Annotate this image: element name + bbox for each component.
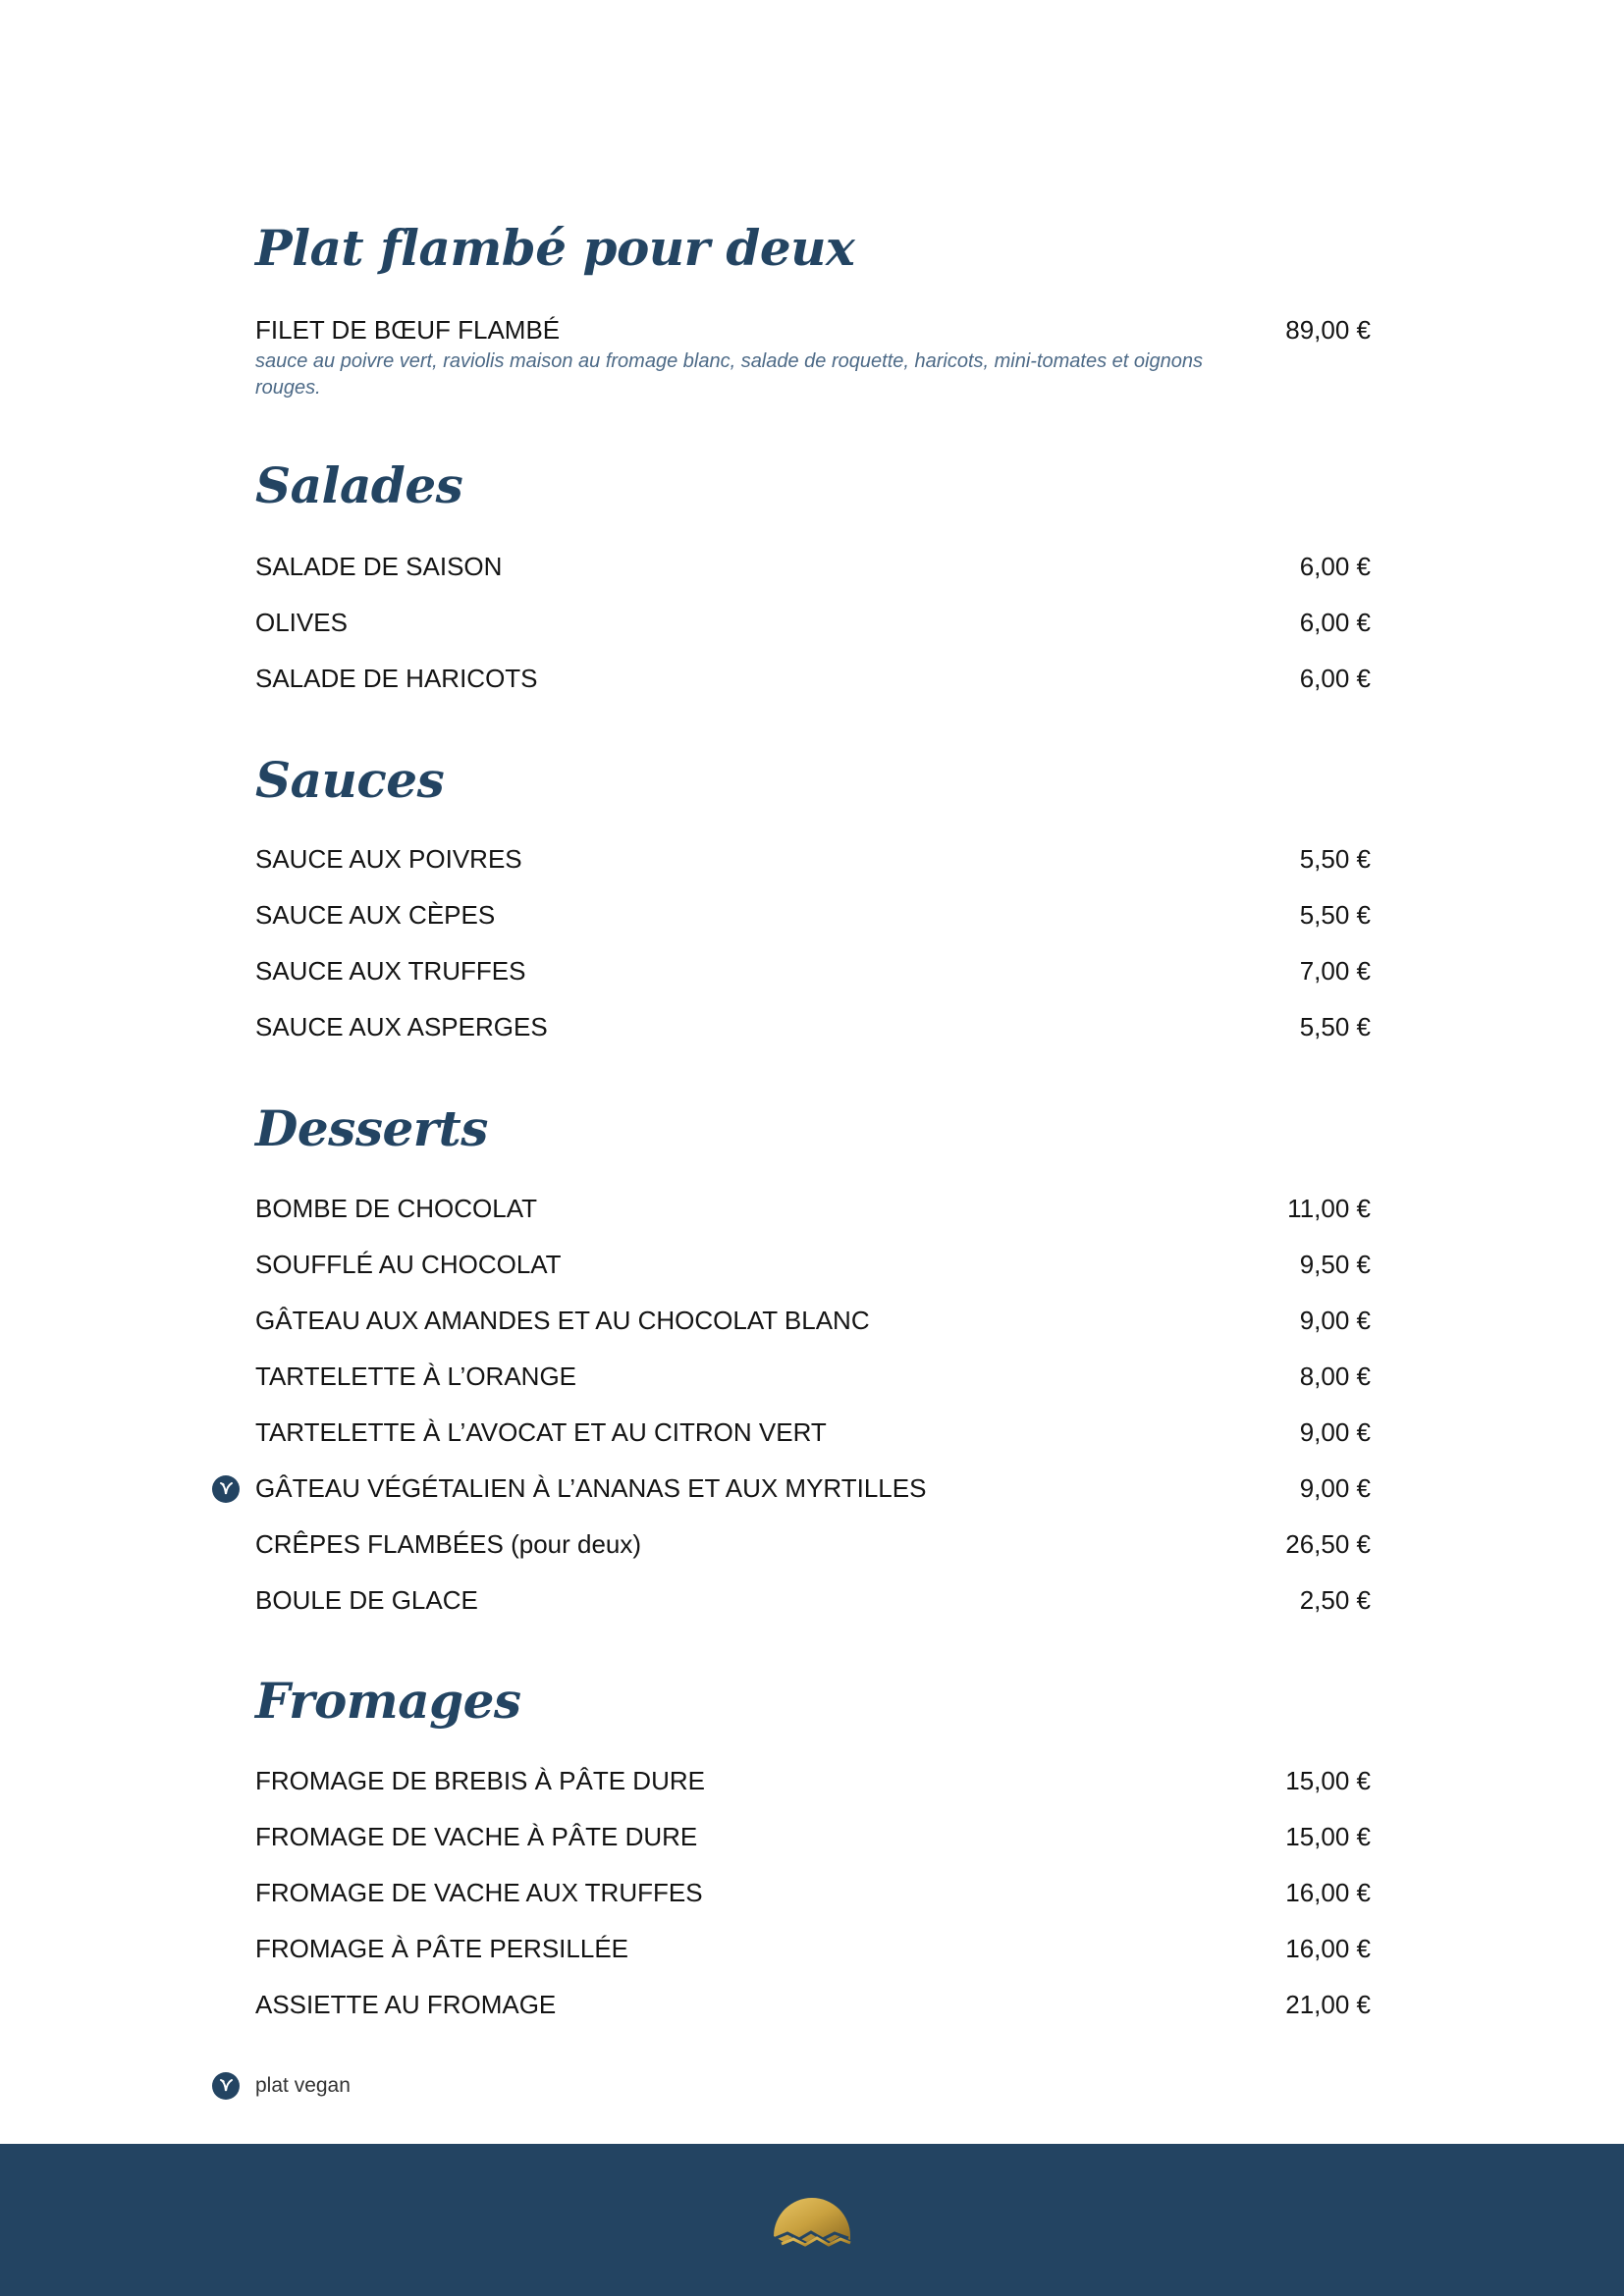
item-name: TARTELETTE À L’AVOCAT ET AU CITRON VERT <box>255 1417 827 1447</box>
menu-item <box>255 603 1371 642</box>
menu-item <box>255 1985 1371 2024</box>
item-price: 6,00 € <box>1299 608 1371 637</box>
menu-item <box>255 1524 1371 1564</box>
item-price: 16,00 € <box>1285 1934 1371 1963</box>
item-name: SAUCE AUX POIVRES <box>255 844 522 874</box>
menu-item <box>255 1580 1371 1620</box>
item-name: FILET DE BŒUF FLAMBÉ <box>255 315 561 345</box>
menu-item <box>255 547 1371 586</box>
menu-item <box>255 1357 1371 1396</box>
menu-item <box>255 1301 1371 1340</box>
item-price: 7,00 € <box>1299 956 1371 986</box>
item-price: 8,00 € <box>1299 1362 1371 1391</box>
menu-item <box>255 310 1371 349</box>
item-name: BOULE DE GLACE <box>255 1585 478 1615</box>
section-title-desserts: Desserts <box>255 1099 488 1157</box>
item-price: 16,00 € <box>1285 1878 1371 1907</box>
item-price: 11,00 € <box>1287 1194 1371 1223</box>
section-title-sauces: Sauces <box>255 751 445 809</box>
menu-item <box>255 895 1371 934</box>
menu-item <box>255 1189 1371 1228</box>
item-price: 9,00 € <box>1299 1473 1371 1503</box>
item-name: ASSIETTE AU FROMAGE <box>255 1990 557 2019</box>
legend-label: plat vegan <box>255 2074 351 2097</box>
item-name: SAUCE AUX TRUFFES <box>255 956 526 986</box>
item-price: 6,00 € <box>1299 664 1371 693</box>
item-name: CRÊPES FLAMBÉES (pour deux) <box>255 1529 642 1559</box>
item-price: 6,00 € <box>1299 552 1371 581</box>
item-name: FROMAGE À PÂTE PERSILLÉE <box>255 1934 628 1963</box>
item-name: OLIVES <box>255 608 348 637</box>
item-name: GÂTEAU AUX AMANDES ET AU CHOCOLAT BLANC <box>255 1306 870 1335</box>
menu-item <box>255 1413 1371 1452</box>
item-name: FROMAGE DE VACHE AUX TRUFFES <box>255 1878 703 1907</box>
item-price: 26,50 € <box>1285 1529 1371 1559</box>
menu-item <box>255 839 1371 879</box>
legend-vegan <box>255 2071 351 2101</box>
item-name: GÂTEAU VÉGÉTALIEN À L’ANANAS ET AUX MYRTILLES <box>255 1473 927 1503</box>
item-name: TARTELETTE À L’ORANGE <box>255 1362 577 1391</box>
item-name: SAUCE AUX ASPERGES <box>255 1012 548 1041</box>
item-price: 89,00 € <box>1285 315 1371 345</box>
menu-item <box>255 1817 1371 1856</box>
item-name: SAUCE AUX CÈPES <box>255 900 496 930</box>
menu-item-vegan <box>255 1468 1371 1508</box>
item-price: 15,00 € <box>1285 1822 1371 1851</box>
item-price: 5,50 € <box>1299 900 1371 930</box>
section-title-fromages: Fromages <box>255 1672 521 1730</box>
item-price: 2,50 € <box>1299 1585 1371 1615</box>
item-price: 9,50 € <box>1299 1250 1371 1279</box>
item-name: BOMBE DE CHOCOLAT <box>255 1194 538 1223</box>
item-price: 15,00 € <box>1285 1766 1371 1795</box>
item-price: 9,00 € <box>1299 1306 1371 1335</box>
item-name: SOUFFLÉ AU CHOCOLAT <box>255 1250 562 1279</box>
item-price: 5,50 € <box>1299 844 1371 874</box>
menu-item <box>255 1245 1371 1284</box>
menu-item <box>255 951 1371 990</box>
vegan-leaf-icon <box>212 2072 240 2100</box>
item-price: 21,00 € <box>1285 1990 1371 2019</box>
menu-item <box>255 1007 1371 1046</box>
menu-item <box>255 1873 1371 1912</box>
section-title-flambe: Plat flambé pour deux <box>255 219 855 277</box>
item-price: 9,00 € <box>1299 1417 1371 1447</box>
item-price: 5,50 € <box>1299 1012 1371 1041</box>
menu-item <box>255 659 1371 698</box>
menu-item <box>255 1761 1371 1800</box>
vegan-leaf-icon <box>212 1475 240 1503</box>
item-name: FROMAGE DE VACHE À PÂTE DURE <box>255 1822 698 1851</box>
section-title-salades: Salades <box>255 456 463 514</box>
item-description: sauce au poivre vert, raviolis maison au fromage blanc, salade de roquette, haricots, mini-tomates et oignons rouges. <box>255 350 1203 399</box>
menu-item <box>255 1929 1371 1968</box>
item-name: SALADE DE HARICOTS <box>255 664 538 693</box>
item-name: FROMAGE DE BREBIS À PÂTE DURE <box>255 1766 705 1795</box>
sun-over-waves-logo <box>772 2187 852 2250</box>
item-name: SALADE DE SAISON <box>255 552 503 581</box>
